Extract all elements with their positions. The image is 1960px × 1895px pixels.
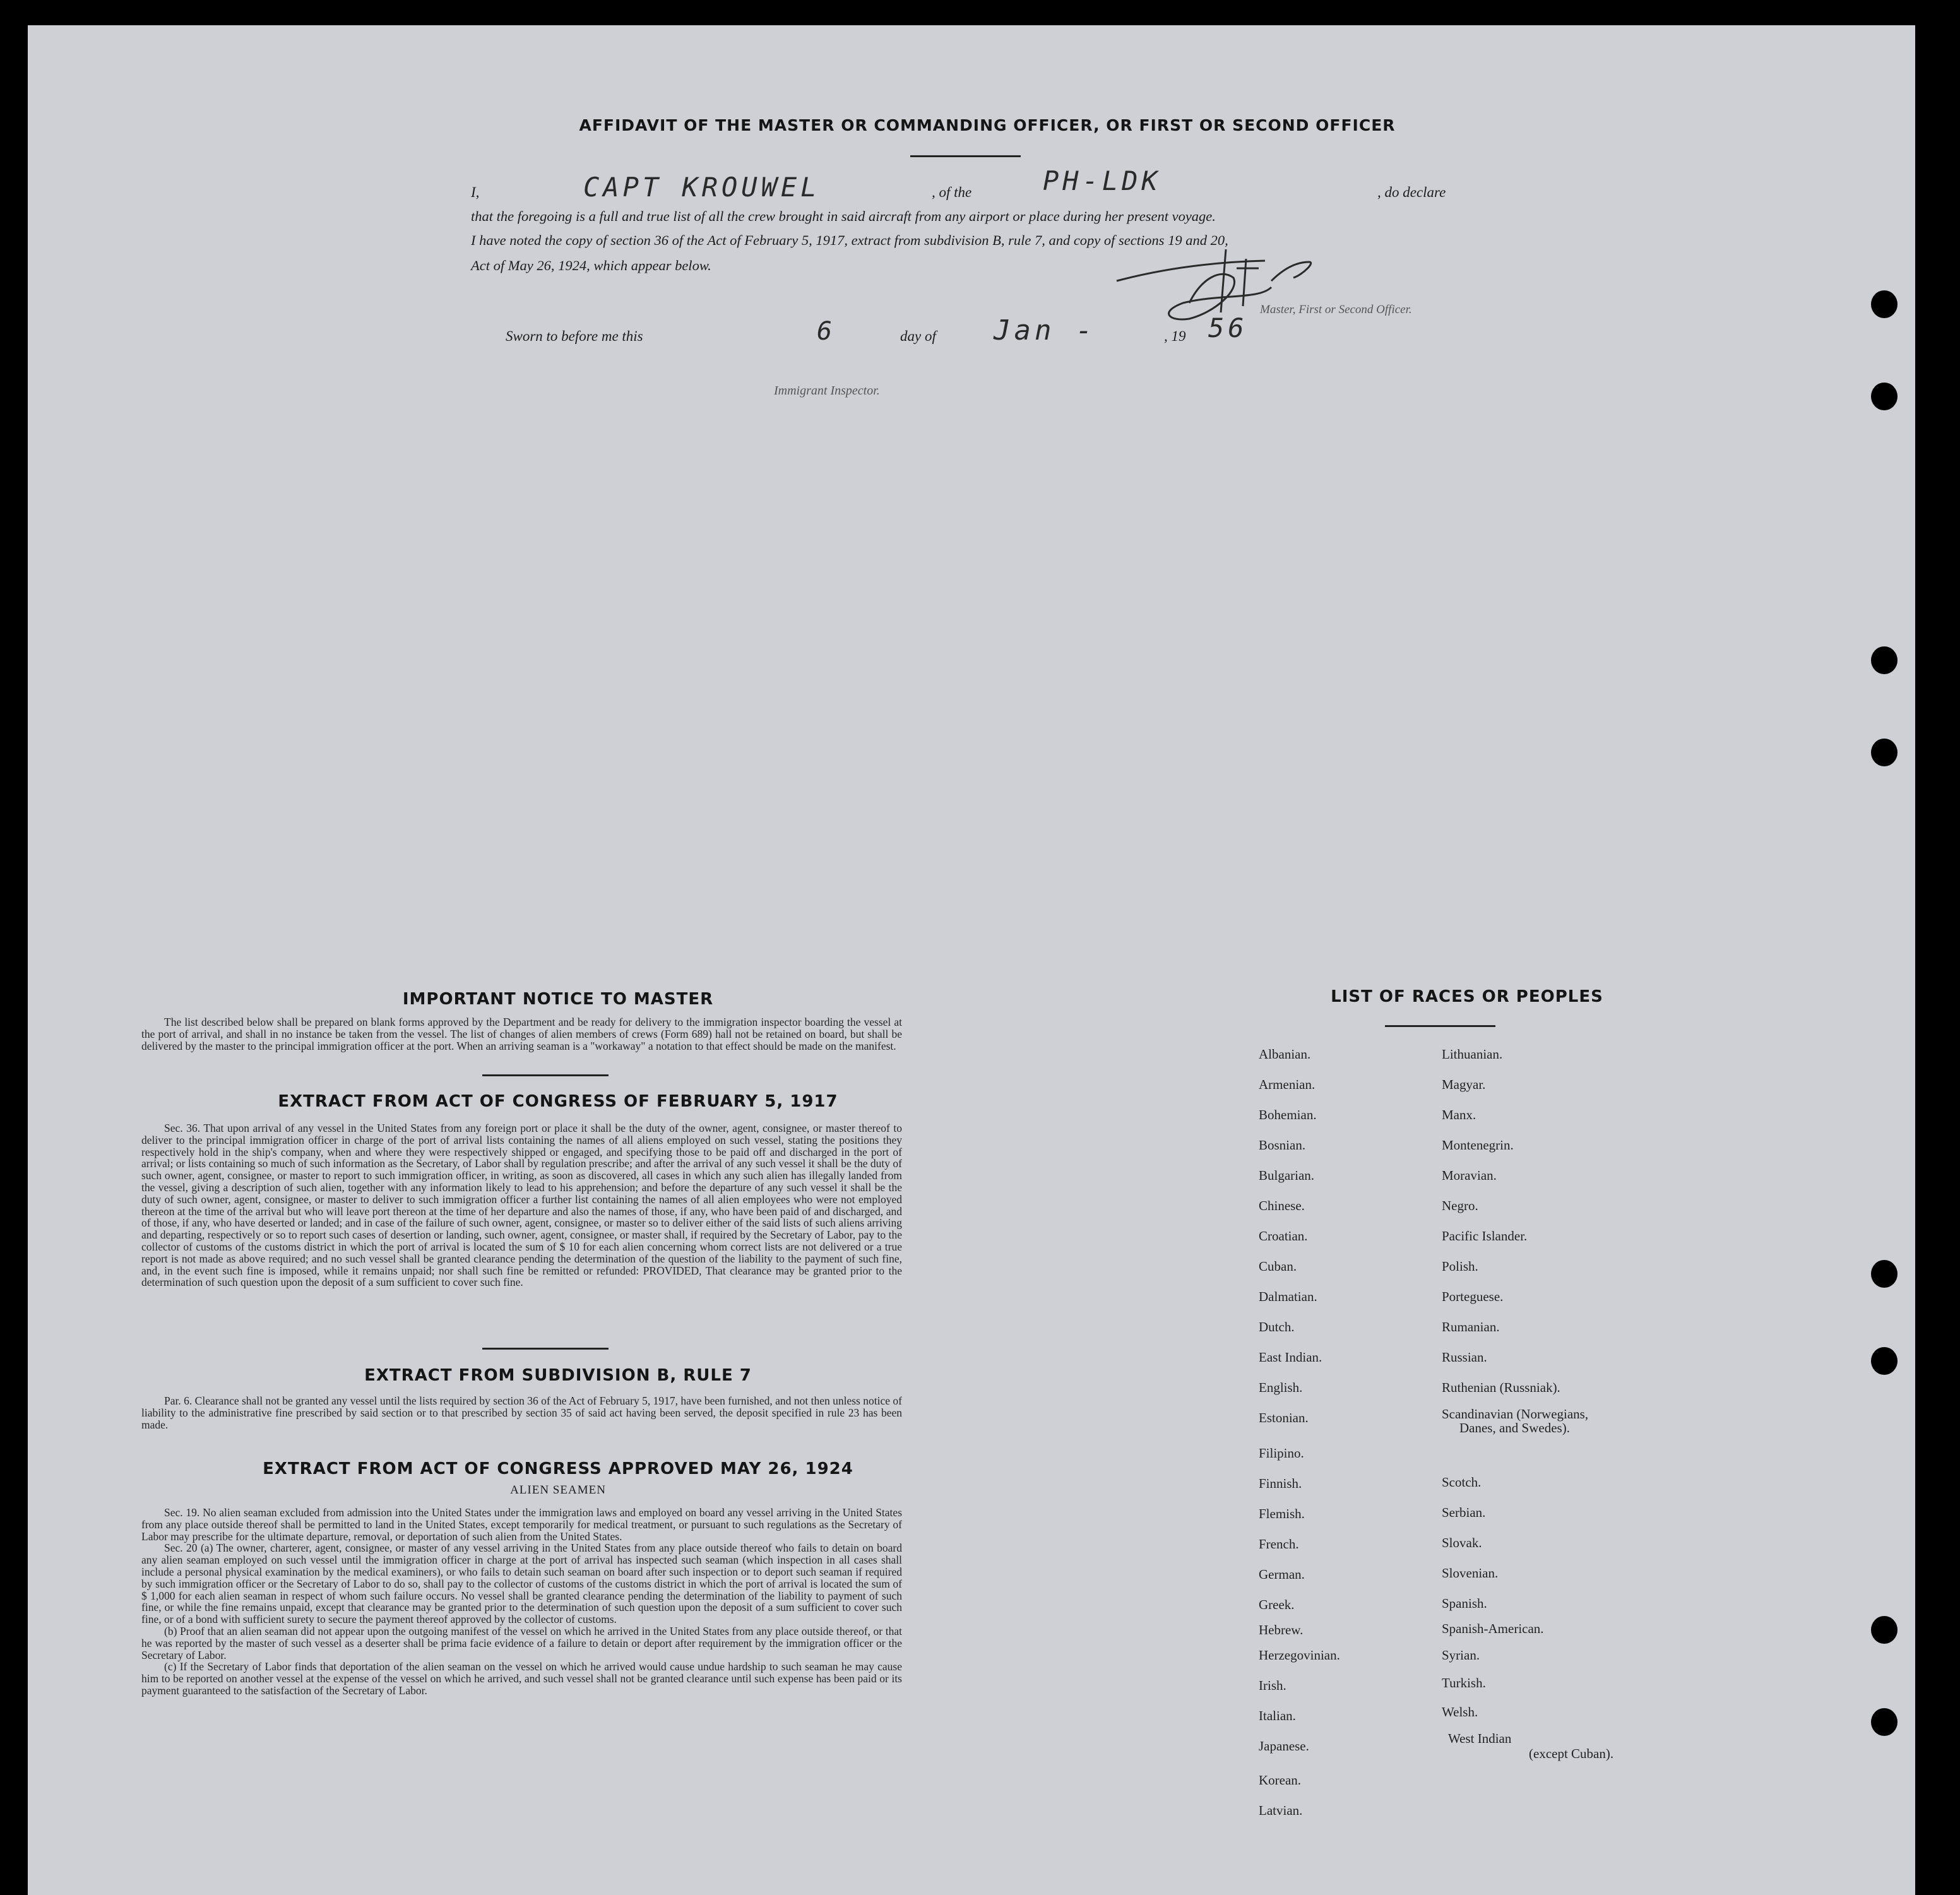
race-item: Bohemian. xyxy=(1259,1107,1317,1122)
extract-1917-text xyxy=(141,1122,902,1288)
race-item: Moravian. xyxy=(1442,1168,1497,1183)
handwritten-month: Jan - xyxy=(994,314,1096,347)
race-item: Chinese. xyxy=(1259,1198,1305,1213)
race-item: Porteguese. xyxy=(1442,1289,1504,1304)
of-the-label: , of the xyxy=(932,184,972,200)
race-item: Spanish-American. xyxy=(1442,1621,1544,1636)
race-item: Danes, and Swedes). xyxy=(1459,1420,1570,1435)
document-page xyxy=(28,25,1915,1895)
race-item: Syrian. xyxy=(1442,1648,1480,1663)
officer-caption: Master, First or Second Officer. xyxy=(1260,303,1412,316)
race-item: Herzegovinian. xyxy=(1259,1648,1340,1663)
race-item: Serbian. xyxy=(1442,1505,1486,1520)
race-item: Bosnian. xyxy=(1259,1138,1306,1153)
race-item: Manx. xyxy=(1442,1107,1476,1122)
races-title: LIST OF RACES OR PEOPLES xyxy=(1331,987,1603,1006)
race-item: Latvian. xyxy=(1259,1803,1303,1818)
punch-hole xyxy=(1871,646,1898,674)
races-divider xyxy=(1385,1025,1495,1027)
extract-1924-title: EXTRACT FROM ACT OF CONGRESS APPROVED MAY 26, 1924 xyxy=(263,1459,853,1478)
race-item: German. xyxy=(1259,1567,1305,1582)
extract-1917-title: EXTRACT FROM ACT OF CONGRESS OF FEBRUARY 5, 1917 xyxy=(278,1092,838,1111)
race-item: (except Cuban). xyxy=(1529,1746,1614,1761)
race-item: Albanian. xyxy=(1259,1047,1311,1062)
punch-hole xyxy=(1871,1616,1898,1644)
race-item: Filipino. xyxy=(1259,1446,1304,1461)
extract-rule7-text xyxy=(141,1395,902,1430)
notice-divider xyxy=(482,1074,609,1076)
extract-1917-paragraph: Sec. 36. That upon arrival of any vessel in the United States from any foreign port or place it shall be the duty of the owner, agent, consignee, or master thereof to deliver to the principal immigration officer in charge of the port of arrival lists containing the names of all aliens employed on such vessel, stating the positions they respectively hold in the ship's company, when and where they were respectively shipped or engaged, and specifying those to be paid off and discharged in the port of arrival; or lists containing so much of such information as the Secretary, of Labor shall by regulation prescribe; and after the arrival of any such vessel it shall be the duty of such owner, agent, consignee, or master to report to such immigration officer, in writing, as soon as discovered, all cases in which any such alien has illegally landed from the vessel, giving a description of such alien, together with any information likely to lead to his apprehension; and before the departure of any such vessel it shall be the duty of such owner, agent, consignee, or master to deliver to such immigration officer a further list containing the names of all alien employees who were not employed thereon at the time of the arrival but who will leave port thereon at the time of her departure and also the names of those, if any, who have been paid of and discharged, and of those, if any, who have deserted or landed; and in case of the failure of such owner, agent, consignee, or master so to deliver either of the said lists of such aliens arriving and departing, respectively or so to report such cases of desertion or landing, such owner, agent, consignee, or master shall, if required by the Secretary of Labor, pay to the collector of customs of the customs district in which the port of arrival is located the sum of $ 10 for each alien concerning whom correct lists are not delivered or a true report is not made as above required; and no such vessel shall be granted clearance pending the determination of the question of the liability to the payment of such fine, and, in the event such fine is imposed, while it remains unpaid; nor shall such fine be remitted or refunded: PROVIDED, That clearance may be granted prior to the determination of such question upon the deposit of a sum sufficient to cover such fine. xyxy=(141,1122,902,1289)
alien-seamen-subtitle: ALIEN SEAMEN xyxy=(510,1483,606,1497)
race-item: Flemish. xyxy=(1259,1506,1305,1521)
race-item: Ruthenian (Russniak). xyxy=(1442,1380,1560,1395)
race-item: Hebrew. xyxy=(1259,1622,1304,1637)
extract-rule7-title: EXTRACT FROM SUBDIVISION B, RULE 7 xyxy=(364,1366,752,1385)
sec-20a-paragraph: Sec. 20 (a) The owner, charterer, agent, consignee, or master of any vessel arriving in the United States from any place outside thereof who fails to detain on board any alien seaman employed on such vessel until the immigration officer in charge at the port of arrival has inspected such seaman (which inspection in all cases shall include a personal physical examination by the medical examiners), or who fails to detain such seaman on board after such inspection or to deport such seaman if required by such immigration officer or the Secretary of Labor to do so, shall pay to the collector of customs of the customs district in which the port of arrival is located the sum of $ 1,000 for each alien seaman in respect of whom such failure occurs. No vessel shall be granted clearance pending the determination of the liability to payment of such fine, or while the fine remains unpaid, except that clearance may be granted prior to the determination of such question upon the deposit of a sum sufficient to cover such fine, or of a bond with sufficient surety to secure the payment thereof approved by the collector of customs. xyxy=(141,1542,902,1626)
race-item: Slovak. xyxy=(1442,1535,1482,1550)
race-item: Welsh. xyxy=(1442,1704,1478,1720)
race-item: Spanish. xyxy=(1442,1596,1487,1611)
race-item: Greek. xyxy=(1259,1597,1295,1612)
race-item: Rumanian. xyxy=(1442,1319,1500,1334)
sec-20c-paragraph: (c) If the Secretary of Labor finds that deportation of the alien seaman on the vessel on which he arrived would cause undue hardship to such seaman he may cause him to be reported on another vessel at the expense of the vessel on which he arrived, and such vessel shall not be granted clearance until such expense has been paid or its payment guaranteed to the satisfaction of the Secretary of Labor. xyxy=(141,1660,902,1697)
notice-title: IMPORTANT NOTICE TO MASTER xyxy=(402,990,714,1009)
punch-hole xyxy=(1871,739,1898,766)
extract-1924-text xyxy=(141,1507,902,1697)
race-item: Armenian. xyxy=(1259,1077,1316,1092)
year-prefix: , 19 xyxy=(1164,328,1186,344)
race-item: Irish. xyxy=(1259,1678,1286,1693)
race-item: Pacific Islander. xyxy=(1442,1228,1528,1244)
punch-hole xyxy=(1871,1708,1898,1736)
race-item: Scandinavian (Norwegians, xyxy=(1442,1406,1589,1422)
sec-20b-paragraph: (b) Proof that an alien seaman did not appear upon the outgoing manifest of the vessel on which he arrived in the United States from any place outside thereof, or that he was reported by the master of such vessel as a deserter shall be prima facie evidence of a failure to detain or deport after requirement by the immigration officer or the Secretary of Labor. xyxy=(141,1624,902,1661)
race-item: Slovenian. xyxy=(1442,1565,1499,1581)
race-item: Cuban. xyxy=(1259,1259,1297,1274)
extract-1917-divider xyxy=(482,1348,609,1350)
race-item: West Indian xyxy=(1448,1731,1512,1746)
affidavit-title: AFFIDAVIT OF THE MASTER OR COMMANDING OFFICER, OR FIRST OR SECOND OFFICER xyxy=(579,116,1396,134)
race-item: French. xyxy=(1259,1536,1299,1552)
race-item: Dalmatian. xyxy=(1259,1289,1317,1304)
handwritten-aircraft: PH-LDK xyxy=(1043,165,1161,196)
affidavit-line-4: Act of May 26, 1924, which appear below. xyxy=(471,258,711,273)
race-item: Scotch. xyxy=(1442,1475,1482,1490)
race-item: Lithuanian. xyxy=(1442,1047,1503,1062)
affidavit-line-3: I have noted the copy of section 36 of the Act of February 5, 1917, extract from subdivision B, rule 7, and copy of sections 19 and 20, xyxy=(471,232,1228,248)
punch-hole xyxy=(1871,383,1898,410)
affidavit-i-label: I, xyxy=(471,184,480,200)
day-of-label: day of xyxy=(900,328,936,344)
extract-rule7-paragraph: Par. 6. Clearance shall not be granted any vessel until the lists required by section 36 of the Act of February 5, 1917, have been furnished, and not then unless notice of liability to the administrative fine prescribed by said section or to that prescribed by section 35 of said act having been served, the deposit specified in rule 23 has been made. xyxy=(141,1394,902,1431)
race-item: Polish. xyxy=(1442,1259,1478,1274)
handwritten-year: 56 xyxy=(1208,312,1248,343)
notice-paragraph: The list described below shall be prepared on blank forms approved by the Department and be ready for delivery to the immigration inspector boarding the vessel at the port of arrival, and shall in no instance be taken from the vessel. The list of changes of alien members of crews (Form 689) hall not be retained on board, but shall be delivered by the master to the principal immigration officer at the port. When an arriving seaman is a "workaway" a notation to that effect should be made on the manifest. xyxy=(141,1016,902,1052)
inspector-caption: Immigrant Inspector. xyxy=(774,384,880,398)
race-item: Montenegrin. xyxy=(1442,1138,1514,1153)
race-item: Korean. xyxy=(1259,1773,1302,1788)
race-item: Croatian. xyxy=(1259,1228,1308,1244)
race-item: Turkish. xyxy=(1442,1675,1486,1690)
punch-hole xyxy=(1871,290,1898,318)
sec-19-paragraph: Sec. 19. No alien seaman excluded from admission into the United States under the immigration laws and employed on board any vessel arriving in the United States from any place outside thereof shall be permitted to land in the United States, except temporarily for medical treatment, or pursuant to such regulations as the Secretary of Labor may prescribe for the ultimate departure, removal, or deportation of such alien from the United States. xyxy=(141,1506,902,1543)
race-item: Japanese. xyxy=(1259,1738,1309,1754)
notice-text xyxy=(141,1016,902,1052)
affidavit-divider xyxy=(910,155,1021,157)
do-declare-label: , do declare xyxy=(1377,184,1446,200)
race-item: Magyar. xyxy=(1442,1077,1486,1092)
race-item: East Indian. xyxy=(1259,1350,1322,1365)
punch-hole xyxy=(1871,1260,1898,1288)
race-item: Russian. xyxy=(1442,1350,1487,1365)
race-item: Negro. xyxy=(1442,1198,1478,1213)
affidavit-line-2: that the foregoing is a full and true list of all the crew brought in said aircraft from any airport or place during her present voyage. xyxy=(471,208,1216,224)
handwritten-name: CAPT KROUWEL xyxy=(583,172,821,203)
punch-hole xyxy=(1871,1347,1898,1375)
race-item: Bulgarian. xyxy=(1259,1168,1315,1183)
race-item: English. xyxy=(1259,1380,1303,1395)
sworn-label: Sworn to before me this xyxy=(506,328,643,344)
race-item: Estonian. xyxy=(1259,1410,1309,1425)
race-item: Italian. xyxy=(1259,1708,1296,1723)
race-item: Finnish. xyxy=(1259,1476,1302,1491)
handwritten-day: 6 xyxy=(817,317,836,346)
race-item: Dutch. xyxy=(1259,1319,1295,1334)
